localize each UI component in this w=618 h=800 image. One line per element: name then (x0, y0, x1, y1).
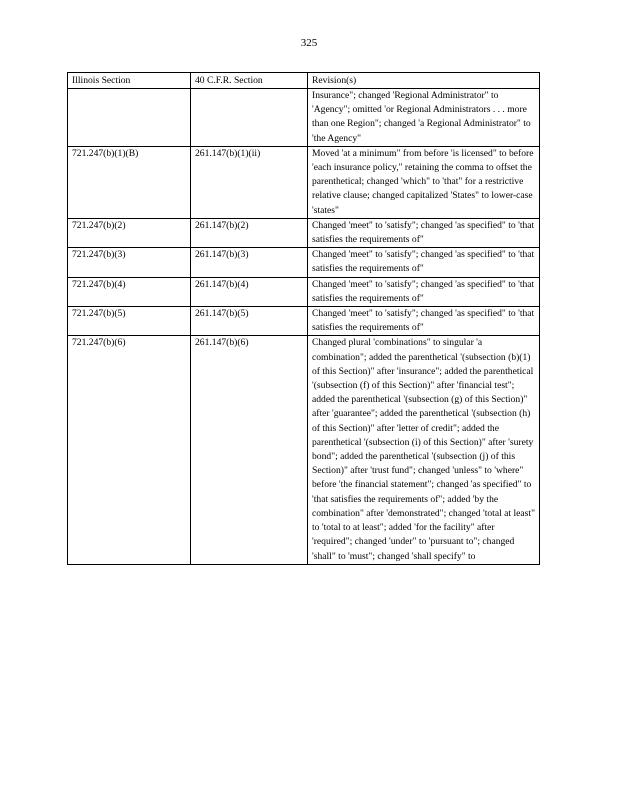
header-cfr-section: 40 C.F.R. Section (191, 73, 308, 89)
cfr-section-cell: 261.147(b)(1)(ii) (191, 146, 308, 218)
table-row (68, 307, 540, 336)
header-revisions: Revision(s) (308, 73, 540, 89)
cfr-section-cell: 261.147(b)(3) (191, 248, 308, 277)
illinois-section-cell: 721.247(b)(1)(B) (68, 146, 191, 218)
table-row (68, 248, 540, 277)
table-row (68, 218, 540, 247)
illinois-section-cell: 721.247(b)(2) (68, 218, 191, 247)
cfr-section-cell (191, 89, 308, 147)
illinois-section-cell: 721.247(b)(6) (68, 336, 191, 564)
page-number: 325 (300, 37, 318, 49)
cfr-section-cell: 261.147(b)(5) (191, 307, 308, 336)
cfr-section-cell: 261.147(b)(6) (191, 336, 308, 564)
revision-cell: Changed 'meet" to 'satisfy"; changed 'as specified" to 'that satisfies the requirements of" (308, 307, 540, 336)
revision-cell: Moved 'at a minimum" from before 'is licensed" to before 'each insurance policy," retaining the comma to offset the parenthetical; changed 'which" to 'that" for a restrictive relative clause; changed capitalized 'States" to lower-case 'states" (308, 146, 540, 218)
revision-cell: Changed 'meet" to 'satisfy"; changed 'as specified" to 'that satisfies the requirements of" (308, 277, 540, 306)
revisions-table (67, 72, 540, 565)
cfr-section-cell: 261.147(b)(4) (191, 277, 308, 306)
cfr-section-cell: 261.147(b)(2) (191, 218, 308, 247)
revision-cell: Changed 'meet" to 'satisfy"; changed 'as specified" to 'that satisfies the requirements of" (308, 248, 540, 277)
illinois-section-cell: 721.247(b)(3) (68, 248, 191, 277)
header-illinois-section: Illinois Section (68, 73, 191, 89)
revision-cell: Changed 'meet" to 'satisfy"; changed 'as specified" to 'that satisfies the requirements of" (308, 218, 540, 247)
table-header-row (68, 73, 540, 89)
revision-cell: Changed plural 'combinations" to singular 'a combination"; added the parenthetical '(subsection (b)(1) of this Section)" after 'insurance"; added the parenthetical '(subsection (f) of this Section)" after 'financial test"; added the parenthetical '(subsection (g) of this Section)" after 'guarantee"; added the parenthetical '(subsection (h) of this Section)" after 'letter of credit"; added the parenthetical '(subsection (i) of this Section)" after 'surety bond"; added the parenthetical '(subsection (j) of this Section)" after 'trust fund"; changed 'unless" to 'where" before 'the financial statement"; changed 'as specified" to 'that satisfies the requirements of"; added 'by the combination" after 'demonstrated"; changed 'total at least" to 'total to at least"; added 'for the facility" after 'required"; changed 'under" to 'pursuant to"; changed 'shall" to 'must"; changed 'shall specify" to (308, 336, 540, 564)
table-row (68, 336, 540, 564)
table-row (68, 277, 540, 306)
illinois-section-cell: 721.247(b)(5) (68, 307, 191, 336)
revision-cell: Insurance"; changed 'Regional Administrator" to 'Agency"; omitted 'or Regional Administrators . . . more than one Region"; changed 'a Regional Administrator" to 'the Agency" (308, 89, 540, 147)
illinois-section-cell (68, 89, 191, 147)
table-row (68, 146, 540, 218)
table-row (68, 89, 540, 147)
illinois-section-cell: 721.247(b)(4) (68, 277, 191, 306)
